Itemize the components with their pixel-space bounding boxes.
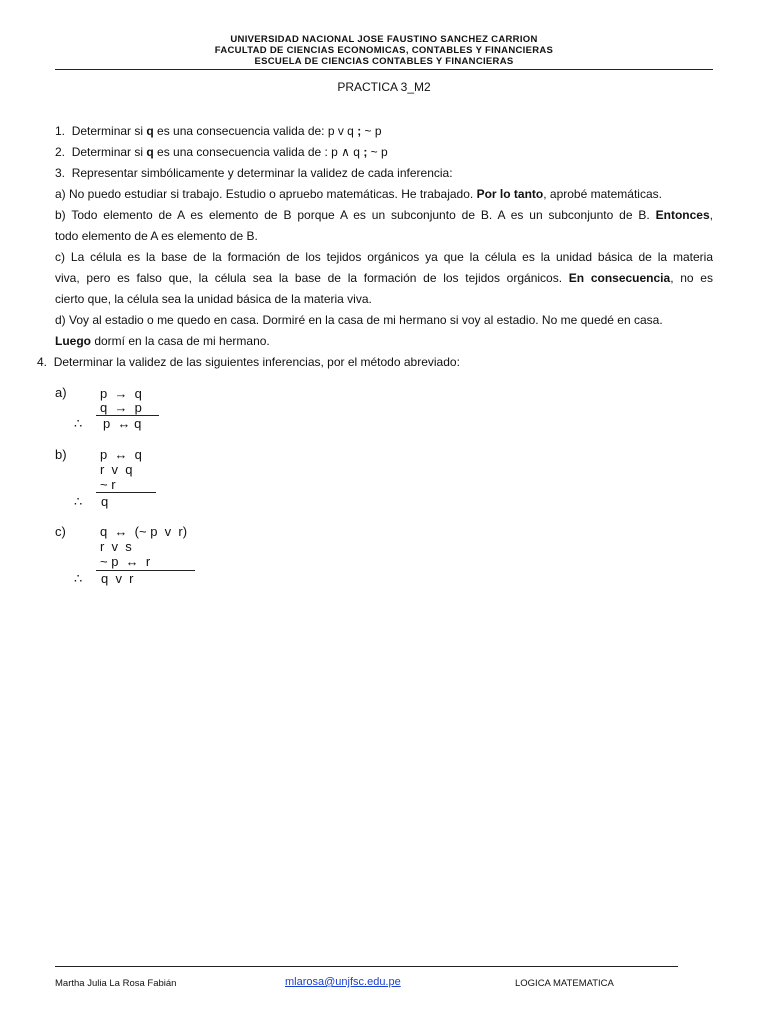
- page-title: PRACTICA 3_M2: [337, 80, 431, 94]
- footer-email-link[interactable]: mlarosa@unjfsc.edu.pe: [285, 976, 401, 988]
- item-2: [55, 145, 388, 159]
- inference-a-label: a): [55, 385, 67, 400]
- inference-text: , aprobé matemáticas.: [543, 187, 662, 201]
- inference-3b-line1: [55, 208, 713, 222]
- therefore-symbol: ∴: [74, 416, 83, 431]
- inference-text: dormí en la casa de mi hermano.: [91, 334, 270, 348]
- header-school: ESCUELA DE CIENCIAS CONTABLES Y FINANCIERAS: [254, 56, 514, 67]
- item-text: Determinar la validez de las siguientes inferencias, por el método abreviado:: [53, 355, 460, 369]
- item-number: 3.: [55, 166, 66, 180]
- premise: ~ r: [100, 477, 116, 492]
- inference-text: viva, pero es falso que, la célula sea la base de la formación de los tejidos orgánicos.: [55, 271, 563, 285]
- separator: ;: [363, 145, 368, 159]
- inference-3d-line1: d) Voy al estadio o me quedo en casa. Dormiré en la casa de mi hermano si voy al estadio. No me quedé en casa.: [55, 313, 663, 327]
- item-4: [37, 355, 460, 369]
- conclusion-rule: [96, 492, 156, 493]
- inference-text: b) Todo elemento de A es elemento de B porque A es un subconjunto de B. A es un subconjunto de B.: [55, 208, 650, 222]
- inference-3a: [55, 187, 662, 201]
- item-text: Representar simbólicamente y determinar la validez de cada inferencia:: [71, 166, 453, 180]
- item-text: Determinar si: [71, 124, 147, 138]
- connector-bold: Entonces: [655, 208, 710, 222]
- conclusion: p ↔ q: [103, 416, 142, 431]
- header-divider: [55, 69, 713, 70]
- premise: r v s: [100, 539, 132, 554]
- premise: p ↔ q: [100, 447, 142, 462]
- item-text: Determinar si: [71, 145, 147, 159]
- item-1: [55, 124, 382, 138]
- item-text: ~ p: [367, 145, 388, 159]
- footer-author: Martha Julia La Rosa Fabián: [55, 978, 177, 989]
- therefore-symbol: ∴: [74, 494, 83, 509]
- inference-text: , no es: [670, 271, 713, 285]
- var-q: q: [146, 145, 154, 159]
- header-faculty: FACULTAD DE CIENCIAS ECONOMICAS, CONTABLES Y FINANCIERAS: [214, 45, 554, 56]
- item-text: ~ p: [361, 124, 382, 138]
- item-text: es una consecuencia valida de: p v q: [153, 124, 358, 138]
- conclusion: q v r: [101, 571, 134, 586]
- inference-3d-line2: [55, 334, 270, 348]
- item-number: 1.: [55, 124, 66, 138]
- var-q: q: [146, 124, 154, 138]
- inference-3c-line2: [55, 271, 713, 285]
- premise: ~ p ↔ r: [100, 554, 151, 569]
- item-number: 2.: [55, 145, 66, 159]
- footer-course: LOGICA MATEMATICA: [515, 978, 614, 989]
- footer-divider: [55, 966, 678, 967]
- inference-3b-line2: todo elemento de A es elemento de B.: [55, 229, 258, 243]
- premise: q ↔ (~ p v r): [100, 524, 188, 539]
- item-3: [55, 166, 453, 180]
- premise: q → p: [100, 400, 142, 415]
- inference-c-label: c): [55, 524, 66, 539]
- item-text: es una consecuencia valida de : p ∧ q: [153, 145, 364, 159]
- inference-3c-line1: c) La célula es la base de la formación de los tejidos orgánicos ya que la célula es la unidad básica de la materia: [55, 250, 713, 264]
- connector-bold: Por lo tanto: [476, 187, 544, 201]
- therefore-symbol: ∴: [74, 571, 83, 586]
- inference-3c-line3: cierto que, la célula sea la unidad básica de la materia viva.: [55, 292, 372, 306]
- connector-bold: Luego: [55, 334, 91, 348]
- premise: p → q: [100, 386, 142, 401]
- inference-text: ,: [709, 208, 713, 222]
- connector-bold: En consecuencia: [568, 271, 671, 285]
- conclusion: q: [101, 494, 109, 509]
- inference-b-label: b): [55, 447, 67, 462]
- premise: r v q: [100, 462, 133, 477]
- separator: ;: [357, 124, 362, 138]
- header-university: UNIVERSIDAD NACIONAL JOSE FAUSTINO SANCHEZ CARRION: [230, 34, 538, 45]
- inference-text: a) No puedo estudiar si trabajo. Estudio o apruebo matemáticas. He trabajado.: [55, 187, 477, 201]
- item-number: 4.: [37, 355, 48, 369]
